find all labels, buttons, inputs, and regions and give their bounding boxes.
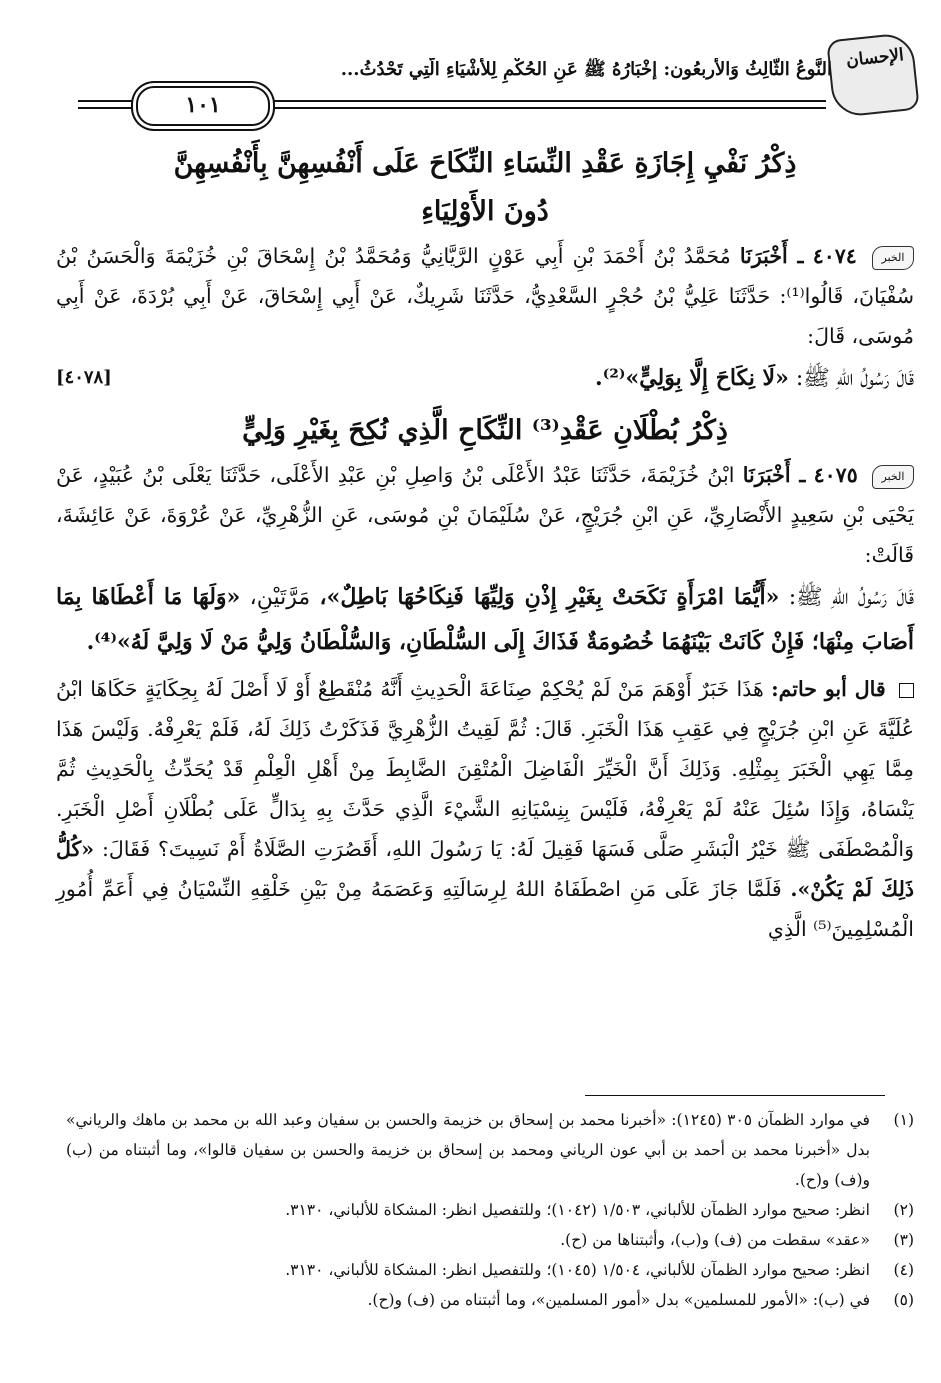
hadith-text: «وَلَهَا مَا أَعْطَاهَا بِمَا أَصَابَ مِنْهَا؛ فَإِنْ كَانَتْ بَيْنَهُمَا خُصُومَةٌ فَذَاكَ إِلَى	[56, 584, 914, 655]
footnote-text: «عقد» سقطت من (ف) و(ب)، وأثبتناها من (ح).	[560, 1231, 870, 1249]
hadith-4074-isnad: الخبر ٤٠٧٤ ـ أَخْبَرَنَا مُحَمَّدُ بْنُ أَحْمَدَ بْنِ أَبِي عَوْنٍ الرَّيَّانِيُّ وَمُحَمَّدُ بْنُ إِسْحَاقَ بْنِ خُزَيْمَةَ وَالْحَسَنُ بْنُ سُفْيَانَ، قَالُوا⁽¹⁾: حَدَّثَنَا عَلِيُّ بْنُ حُجْرٍ السَّعْدِيُّ، حَدَّثَنَا شَرِيكٌ، عَنْ أَبِي إِسْحَاقَ، عَنْ أَبِي بُرْدَةَ، عَنْ أَبِي مُوسَى، قَالَ:	[56, 244, 914, 348]
footnote-rule	[585, 1095, 885, 1096]
section-title-1-line1: ذِكْرُ نَفْيِ إِجَازَةِ عَقْدِ النِّسَاءِ النِّكَاحَ عَلَى أَنْفُسِهِنَّ بِأَنْفُسِهِنَّ	[173, 148, 797, 179]
footnote-text: انظر: صحيح موارد الظمآن للألباني، ١/٥٠٣ (١٠٤٢)؛ وللتفصيل انظر: المشكاة للألباني، ٣١٣٠.	[285, 1201, 870, 1219]
isnad-line: إِسْحَاقَ، عَنْ أَبِي بُرْدَةَ، عَنْ أَبِي مُوسَى، قَالَ:	[56, 284, 914, 348]
akhbarana-word: أَخْبَرَنَا	[739, 244, 788, 268]
footnote-3	[66, 1225, 914, 1255]
footnote-text: في موارد الظمآن ٣٠٥ (١٢٤٥): «أخبرنا محمد بن إسحاق بن خزيمة والحسن بن سفيان وعبد الله بن محمد بن ماهك والرياني» بدل «أخبرنا محمد بن أحمد بن أبي عون الرياني ومحمد بن إسحاق بن خزيمة والحسن بن سفيان قالوا»، وما أثبتناه من (ب) و(ف) و(ح).	[66, 1111, 870, 1189]
footnote-number: (٥)	[893, 1291, 914, 1309]
akhbarana-word: أَخْبَرَنَا	[742, 463, 791, 487]
qala-phrase: قَالَ رَسُولُ اللهِ ﷺ:	[788, 585, 914, 610]
commentary-speaker: قال أبو حاتم:	[771, 677, 886, 701]
commentary-line: الشَّيْءَ الَّذِي حَدَّثَ بِهِ بِدَالٍّ عَلَى بُطْلَانِ أَصْلِ الْخَبَرِ. وَالْمُصْطَفَى ﷺ خَيْرُ الْبَشَرِ صَلَّى فَسَهَا	[56, 797, 914, 861]
hadith-4075-isnad: الخبر ٤٠٧٥ ـ أَخْبَرَنَا ابْنُ خُزَيْمَةَ، حَدَّثَنَا عَبْدُ الأَعْلَى بْنُ وَاصِلِ بْنِ عَبْدِ الأَعْلَى، حَدَّثَنَا يَعْلَى بْنُ عُبَيْدٍ، عَنْ يَحْيَى بْنِ سَعِيدٍ الأَنْصَارِيِّ، عَنِ ابْنِ جُرَيْجٍ، عَنْ سُلَيْمَانَ بْنِ مُوسَى، عَنِ الزُّهْرِيِّ، عَنْ عُرْوَةَ، عَنْ عَائِشَةَ، قَالَتْ:	[56, 463, 914, 567]
cross-reference: [٤٠٧٨]	[56, 367, 112, 388]
section-title-1-line2: دُونَ الأَوْلِيَاءِ	[421, 196, 549, 227]
footnote-4	[66, 1255, 914, 1285]
isnad-line: الزُّهْرِيِّ، عَنْ عُرْوَةَ، عَنْ عَائِشَةَ، قَالَتْ:	[56, 503, 914, 567]
footnote-text: في (ب): «الأمور للمسلمين» بدل «أمور المسلمين»، وما أثبتناه من (ف) و(ح).	[367, 1291, 870, 1309]
header-rule-left	[78, 100, 128, 112]
footnote-number: (٤)	[893, 1261, 914, 1279]
hadith-text: «لَا نِكَاحَ إِلَّا بِوَلِيٍّ»⁽²⁾.	[595, 365, 789, 391]
section-title-1	[56, 140, 914, 236]
page-number: ١٠١	[136, 86, 270, 126]
commentary-quote: «كُلُّ ذَلِكَ لَمْ يَكُنْ».	[56, 837, 914, 901]
qala-phrase: قَالَ رَسُولُ اللهِ ﷺ:	[795, 366, 914, 391]
square-bullet-icon	[899, 683, 914, 698]
hadith-text: السُّلْطَانِ، وَالسُّلْطَانُ وَلِيُّ مَنْ لَا وَلِيَّ لَهُ»⁽⁴⁾.	[86, 629, 487, 655]
isnad-line: ابْنُ خُزَيْمَةَ، حَدَّثَنَا عَبْدُ الأَعْلَى بْنُ وَاصِلِ بْنِ عَبْدِ الأَعْلَى، حَدَّثَنَا	[219, 463, 735, 487]
isnad-line: وَالْحَسَنُ بْنُ سُفْيَانَ، قَالُوا⁽¹⁾: حَدَّثَنَا عَلِيُّ بْنُ حُجْرٍ السَّعْدِيُّ، حَدَّثَنَا شَرِيكٌ، عَنْ أَبِي	[56, 244, 914, 308]
footnote-number: (١)	[893, 1111, 914, 1129]
commentary-line: فَلَمَّا جَازَ	[709, 877, 782, 901]
marratayn-text: مَرَّتَيْنِ،	[249, 585, 311, 610]
abu-hatim-commentary	[56, 669, 914, 949]
commentary-line: الضَّابِطَ مِنْ أَهْلِ الْعِلْمِ قَدْ يُحَدِّثُ بِالْحَدِيثِ ثُمَّ يَنْسَاهُ، وَإِذَا سُئِلَ عَنْهُ لَمْ يَعْرِفْهُ، فَلَيْسَ بِنِسْيَانِهِ	[56, 757, 914, 821]
khabar-badge-icon: الخبر	[872, 246, 914, 270]
page-body	[56, 140, 914, 949]
footnote-5	[66, 1285, 914, 1315]
khabar-badge-icon: الخبر	[872, 465, 914, 489]
commentary-line: ذَلِكَ لَهُ، فَلَمْ يَعْرِفْهُ. وَلَيْسَ هَذَا مِمَّا يَهِي الْخَبَرَ بِمِثْلِهِ. وَذَلِكَ أَنَّ الْخَيِّرَ الْفَاضِلَ الْمُتْقِنَ	[56, 717, 914, 781]
footnote-2	[66, 1195, 914, 1225]
hadith-4075-matn	[56, 575, 914, 665]
footnote-number: (٣)	[893, 1231, 914, 1249]
section-title-2: ذِكْرُ بُطْلَانِ عَقْدِ⁽³⁾ النِّكَاحِ الَّذِي نُكِحَ بِغَيْرِ وَلِيٍّ	[242, 415, 728, 446]
isnad-line: يَعْلَى بْنُ عُبَيْدٍ، عَنْ يَحْيَى بْنِ سَعِيدٍ الأَنْصَارِيِّ، عَنِ ابْنِ جُرَيْجٍ، عَنْ سُلَيْمَانَ بْنِ مُوسَى، عَنِ	[56, 463, 914, 527]
commentary-line: بِحِكَايَةٍ حَكَاهَا ابْنُ عُلَيَّةَ عَنِ ابْنِ جُرَيْجٍ فِي عَقِبِ هَذَا الْخَبَرِ. قَالَ: ثُمَّ لَقِيتُ الزُّهْرِيَّ فَذَكَرْتُ	[56, 677, 914, 741]
hadith-text: «أَيُّمَا امْرَأَةٍ نَكَحَتْ بِغَيْرِ إِذْنِ وَلِيِّهَا فَنِكَاحُهَا بَاطِلٌ»،	[319, 584, 780, 610]
commentary-line: هَذَا خَبَرٌ أَوْهَمَ مَنْ لَمْ يُحْكِمْ صِنَاعَةَ الْحَدِيثِ أَنَّهُ مُنْقَطِعٌ أَوْ لَا أَصْلَ لَهُ	[205, 677, 764, 701]
footnotes	[66, 1105, 914, 1315]
footnote-1	[66, 1105, 914, 1195]
commentary-line: عَلَى مَنِ اصْطَفَاهُ اللهُ لِرِسَالَتِهِ وَعَصَمَهُ مِنْ بَيْنِ خَلْقِهِ النِّسْيَانُ فِي أَعَمِّ أُمُورِ الْمُسْلِمِينَ⁽⁵⁾ الَّذِي	[56, 877, 914, 941]
logo-text: الإحسان	[845, 45, 905, 71]
page-header	[78, 22, 916, 118]
running-title: النَّوعُ الثَّالِثُ وَالأربعُون: إخْبَارُهُ ﷺ عَنِ الحُكْمِ لِلأَشْيَاءِ الَّتِي تَحْدُثُ...	[340, 59, 832, 80]
hadith-number: ٤٠٧٥	[813, 463, 858, 487]
hadith-number: ٤٠٧٤	[812, 244, 857, 268]
hadith-4074-matn	[56, 356, 914, 401]
isnad-line: مُحَمَّدُ بْنُ أَحْمَدَ بْنِ أَبِي عَوْنٍ الرَّيَّانِيُّ وَمُحَمَّدُ بْنُ إِسْحَاقَ بْنِ خُزَيْمَةَ	[164, 244, 731, 268]
footnote-number: (٢)	[893, 1201, 914, 1219]
commentary-line: فَقِيلَ لَهُ: يَا رَسُولَ اللهِ، أَقَصُرَتِ الصَّلَاةُ أَمْ نَسِيتَ؟ فَقَالَ:	[101, 837, 584, 861]
footnote-text: انظر: صحيح موارد الظمآن للألباني، ١/٥٠٤ (١٠٤٥)؛ وللتفصيل انظر: المشكاة للألباني، ٣١٣٠.	[285, 1261, 870, 1279]
